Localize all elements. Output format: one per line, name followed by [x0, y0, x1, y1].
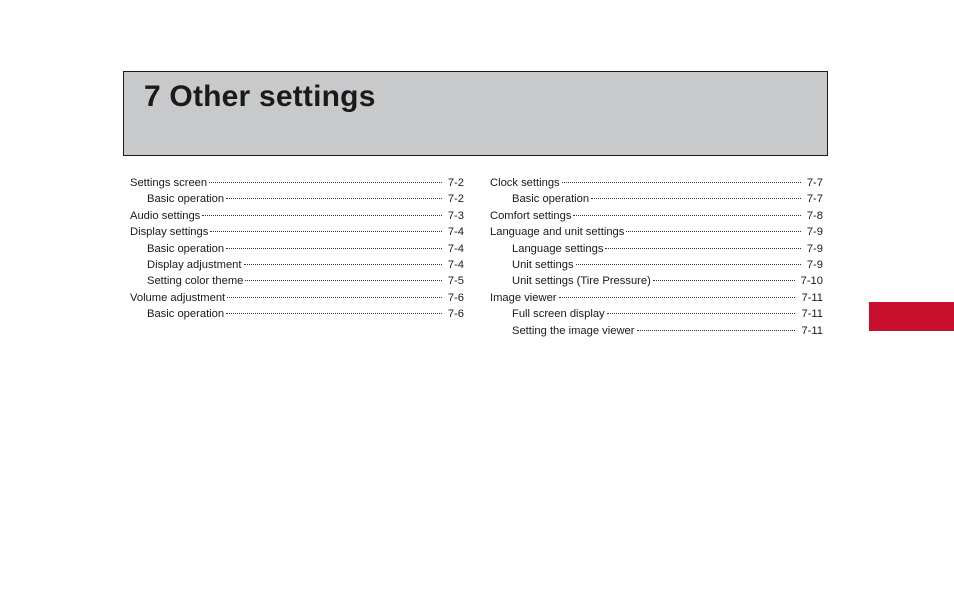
- toc-entry-page: 7-4: [447, 226, 464, 239]
- toc-entry[interactable]: [490, 257, 823, 273]
- toc-entry-page: 7-4: [447, 258, 464, 271]
- toc-entry[interactable]: [490, 224, 823, 240]
- toc-leader-dots: [573, 215, 800, 216]
- toc-entry[interactable]: [490, 208, 823, 224]
- toc-entry-label: Audio settings: [130, 209, 201, 222]
- toc-entry[interactable]: [130, 306, 464, 322]
- toc-leader-dots: [209, 182, 442, 183]
- toc-leader-dots: [202, 215, 442, 216]
- toc-leader-dots: [653, 280, 795, 281]
- toc-leader-dots: [226, 313, 442, 314]
- toc-entry[interactable]: [130, 257, 464, 273]
- toc-entry-page: 7-11: [801, 324, 823, 337]
- toc-entry-label: Language and unit settings: [490, 226, 625, 239]
- toc-entry-label: Basic operation: [147, 242, 225, 255]
- toc-entry-page: 7-2: [447, 193, 464, 206]
- toc-leader-dots: [559, 297, 796, 298]
- toc-entry-label: Basic operation: [147, 193, 225, 206]
- toc-entry-page: 7-6: [447, 308, 464, 321]
- toc-entry[interactable]: [130, 290, 464, 306]
- toc-entry-label: Basic operation: [512, 193, 590, 206]
- toc-entry-label: Language settings: [512, 242, 604, 255]
- toc-entry[interactable]: [490, 323, 823, 339]
- toc-entry-page: 7-5: [447, 275, 464, 288]
- toc-entry[interactable]: [130, 273, 464, 289]
- toc-entry-page: 7-10: [800, 275, 823, 288]
- toc-entry-label: Clock settings: [490, 177, 560, 189]
- toc-entry[interactable]: [490, 175, 823, 191]
- toc-leader-dots: [591, 198, 801, 199]
- chapter-thumb-tab: [869, 302, 954, 331]
- toc-entry-page: 7-3: [447, 209, 464, 222]
- toc-leader-dots: [245, 280, 441, 281]
- toc-entry[interactable]: [490, 191, 823, 207]
- toc-entry-label: Display adjustment: [147, 258, 242, 271]
- toc-leader-dots: [637, 330, 796, 331]
- toc-leader-dots: [562, 182, 801, 183]
- toc-entry-label: Setting color theme: [147, 275, 244, 288]
- toc-entry[interactable]: [130, 224, 464, 240]
- toc-entry-label: Display settings: [130, 226, 209, 239]
- toc-right-column: [490, 175, 823, 339]
- toc-entry[interactable]: [490, 290, 823, 306]
- chapter-header: [123, 71, 828, 156]
- toc-entry-label: Full screen display: [512, 308, 605, 321]
- toc-leader-dots: [244, 264, 442, 265]
- toc-entry-label: Setting the image viewer: [512, 324, 635, 337]
- chapter-title: 7 Other settings: [144, 80, 376, 113]
- toc-entry-page: 7-11: [801, 291, 823, 304]
- toc-entry-page: 7-9: [806, 242, 823, 255]
- toc-entry-label: Comfort settings: [490, 209, 572, 222]
- toc-leader-dots: [210, 231, 441, 232]
- toc-entry-label: Unit settings: [512, 258, 574, 271]
- toc-leader-dots: [607, 313, 796, 314]
- toc-leader-dots: [226, 248, 442, 249]
- toc-leader-dots: [227, 297, 442, 298]
- toc-leader-dots: [626, 231, 800, 232]
- toc-entry-page: 7-11: [801, 308, 823, 321]
- toc-entry[interactable]: [490, 241, 823, 257]
- toc-entry-page: 7-8: [806, 209, 823, 222]
- toc-entry-label: Settings screen: [130, 177, 208, 189]
- toc-entry-label: Basic operation: [147, 308, 225, 321]
- toc-entry-page: 7-4: [447, 242, 464, 255]
- toc-entry-label: Unit settings (Tire Pressure): [512, 275, 651, 288]
- toc-entry-page: 7-9: [806, 258, 823, 271]
- toc-leader-dots: [576, 264, 801, 265]
- toc-left-column: [130, 175, 464, 323]
- toc-entry-page: 7-6: [447, 291, 464, 304]
- toc-entry[interactable]: [490, 273, 823, 289]
- toc-entry-page: 7-2: [447, 177, 464, 189]
- toc-leader-dots: [605, 248, 800, 249]
- toc-leader-dots: [226, 198, 442, 199]
- toc-entry[interactable]: [130, 191, 464, 207]
- toc-entry-page: 7-9: [806, 226, 823, 239]
- toc-entry[interactable]: [130, 241, 464, 257]
- toc-entry[interactable]: [130, 208, 464, 224]
- toc-entry[interactable]: [490, 306, 823, 322]
- toc-entry-page: 7-7: [806, 177, 823, 189]
- toc-entry-page: 7-7: [806, 193, 823, 206]
- toc-entry-label: Image viewer: [490, 291, 557, 304]
- toc-entry-label: Volume adjustment: [130, 291, 226, 304]
- toc-entry[interactable]: [130, 175, 464, 191]
